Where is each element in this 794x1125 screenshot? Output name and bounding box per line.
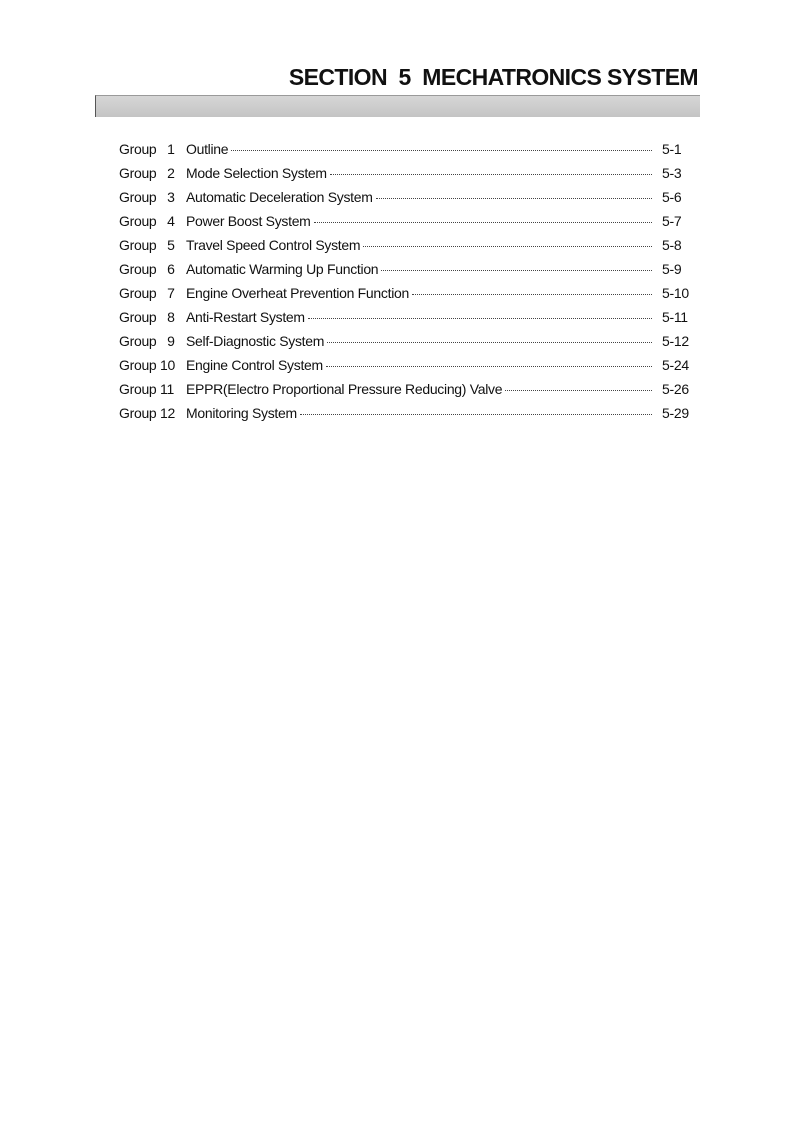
page-number: 5-11 <box>662 309 688 325</box>
entry-title: Engine Overheat Prevention Function <box>186 285 409 301</box>
group-label: Group 3 <box>119 189 175 205</box>
entry-title: Automatic Deceleration System <box>186 189 373 205</box>
dot-leader <box>300 413 652 415</box>
group-label: Group 5 <box>119 237 175 253</box>
group-label: Group 10 <box>119 357 175 373</box>
section-title: SECTION 5 MECHATRONICS SYSTEM <box>288 64 698 90</box>
toc-entry-outline[interactable] <box>119 141 694 165</box>
entry-title: Monitoring System <box>186 405 297 421</box>
dot-leader <box>412 293 652 295</box>
page-number: 5-6 <box>662 189 682 205</box>
toc-entry-mode-selection[interactable] <box>119 165 694 189</box>
entry-title: Automatic Warming Up Function <box>186 261 379 277</box>
dot-leader <box>381 269 652 271</box>
group-label: Group 11 <box>119 381 174 397</box>
toc-entry-self-diagnostic[interactable] <box>119 333 694 357</box>
page-number: 5-3 <box>662 165 682 181</box>
toc-entry-anti-restart[interactable] <box>119 309 694 333</box>
dot-leader <box>314 221 652 223</box>
toc-entry-engine-overheat[interactable] <box>119 285 694 309</box>
group-label: Group 12 <box>119 405 175 421</box>
dot-leader <box>231 149 652 151</box>
entry-title: Power Boost System <box>186 213 311 229</box>
dot-leader <box>505 389 652 391</box>
page-number: 5-26 <box>662 381 689 397</box>
page-number: 5-24 <box>662 357 689 373</box>
group-label: Group 7 <box>119 285 175 301</box>
group-label: Group 4 <box>119 213 175 229</box>
page-number: 5-29 <box>662 405 689 421</box>
entry-title: EPPR(Electro Proportional Pressure Reducing) Valve <box>186 381 503 397</box>
toc-entry-automatic-warming-up[interactable] <box>119 261 694 285</box>
toc-entry-travel-speed[interactable] <box>119 237 694 261</box>
toc-entry-monitoring[interactable] <box>119 405 694 429</box>
table-of-contents <box>119 141 694 429</box>
dot-leader <box>376 197 652 199</box>
entry-title: Engine Control System <box>186 357 323 373</box>
entry-title: Self-Diagnostic System <box>186 333 325 349</box>
dot-leader <box>327 341 652 343</box>
entry-title: Anti-Restart System <box>186 309 305 325</box>
dot-leader <box>326 365 652 367</box>
dot-leader <box>363 245 652 247</box>
page-number: 5-1 <box>662 141 682 157</box>
page-number: 5-8 <box>662 237 682 253</box>
page-number: 5-7 <box>662 213 682 229</box>
toc-entry-power-boost[interactable] <box>119 213 694 237</box>
group-label: Group 1 <box>119 141 175 157</box>
entry-title: Travel Speed Control System <box>186 237 361 253</box>
toc-entry-automatic-deceleration[interactable] <box>119 189 694 213</box>
title-bar <box>95 95 700 117</box>
group-label: Group 2 <box>119 165 175 181</box>
dot-leader <box>330 173 652 175</box>
group-label: Group 6 <box>119 261 175 277</box>
group-label: Group 8 <box>119 309 175 325</box>
page-number: 5-12 <box>662 333 689 349</box>
dot-leader <box>308 317 652 319</box>
page-number: 5-10 <box>662 285 689 301</box>
entry-title: Outline <box>186 141 229 157</box>
page-number: 5-9 <box>662 261 682 277</box>
toc-entry-engine-control[interactable] <box>119 357 694 381</box>
group-label: Group 9 <box>119 333 175 349</box>
entry-title: Mode Selection System <box>186 165 327 181</box>
toc-entry-eppr-valve[interactable] <box>119 381 694 405</box>
